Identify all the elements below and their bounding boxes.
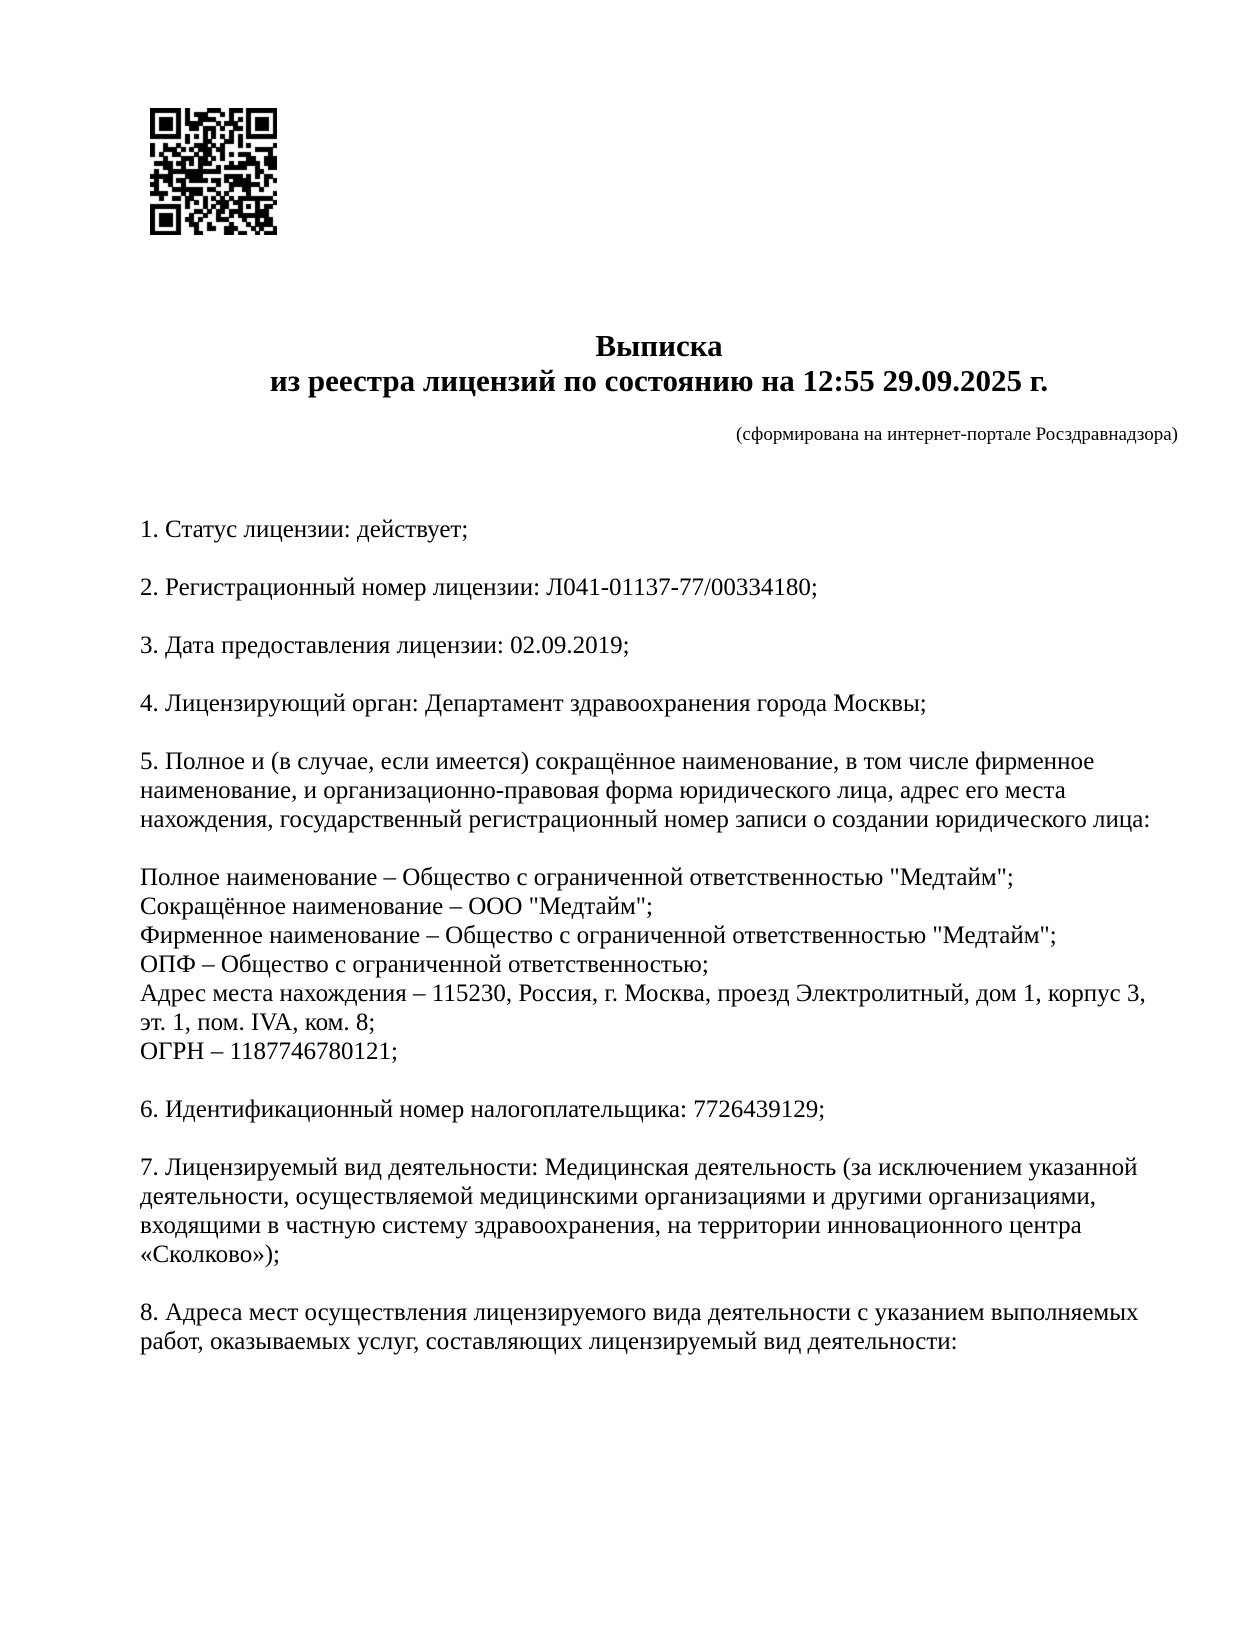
paragraph-line: нахождения, государственный регистрационный номер записи о создании юридического лица: bbox=[140, 806, 1151, 833]
paragraph-line: Сокращённое наименование – ООО "Медтайм"; bbox=[140, 893, 653, 920]
paragraph bbox=[140, 1153, 1178, 1269]
paragraph-line: эт. 1, пом. IVA, ком. 8; bbox=[140, 1009, 376, 1036]
paragraph-line: 6. Идентификационный номер налогоплательщика: 7726439129; bbox=[140, 1096, 826, 1123]
paragraph-line: 7. Лицензируемый вид деятельности: Медицинская деятельность (за исключением указанной bbox=[140, 1154, 1138, 1181]
paragraph-line: 3. Дата предоставления лицензии: 02.09.2019; bbox=[140, 632, 630, 659]
paragraph-line: Полное наименование – Общество с ограниченной ответственностью "Медтайм"; bbox=[140, 864, 1014, 891]
paragraph-line: 5. Полное и (в случае, если имеется) сокращённое наименование, в том числе фирменное bbox=[140, 748, 1095, 775]
paragraph-line: 4. Лицензирующий орган: Департамент здравоохранения города Москвы; bbox=[140, 690, 927, 717]
paragraph-line: «Сколково»); bbox=[140, 1241, 280, 1268]
paragraph-line: входящими в частную систему здравоохранения, на территории инновационного центра bbox=[140, 1212, 1082, 1239]
paragraph-line: 8. Адреса мест осуществления лицензируемого вида деятельности с указанием выполняемых bbox=[140, 1299, 1139, 1326]
paragraph bbox=[140, 689, 1178, 718]
paragraph bbox=[140, 863, 1178, 1066]
paragraph-line: Адрес места нахождения – 115230, Россия, г. Москва, проезд Электролитный, дом 1, корпус 3, bbox=[140, 980, 1146, 1007]
paragraph bbox=[140, 631, 1178, 660]
paragraph-line: 1. Статус лицензии: действует; bbox=[140, 516, 469, 543]
paragraph-line: ОПФ – Общество с ограниченной ответственностью; bbox=[140, 951, 709, 978]
page-title-line-2: из реестра лицензий по состоянию на 12:55 29.09.2025 г. bbox=[269, 363, 1049, 398]
page-title-line-1: Выписка bbox=[595, 328, 723, 363]
page-subtitle: (сформирована на интернет-портале Росздравнадзора) bbox=[736, 424, 1178, 445]
paragraph-line: Фирменное наименование – Общество с ограниченной ответственностью "Медтайм"; bbox=[140, 922, 1057, 949]
paragraph bbox=[140, 1095, 1178, 1124]
paragraph-line: наименование, и организационно-правовая форма юридического лица, адрес его места bbox=[140, 777, 1066, 804]
paragraph bbox=[140, 1298, 1178, 1356]
paragraph bbox=[140, 515, 1178, 544]
paragraph bbox=[140, 747, 1178, 834]
paragraph-line: ОГРН – 1187746780121; bbox=[140, 1038, 398, 1065]
document-body bbox=[140, 515, 1178, 1356]
paragraph-line: работ, оказываемых услуг, составляющих лицензируемый вид деятельности: bbox=[140, 1328, 958, 1355]
paragraph-line: деятельности, осуществляемой медицинскими организациями и другими организациями, bbox=[140, 1183, 1097, 1210]
page-title bbox=[140, 328, 1178, 398]
paragraph bbox=[140, 573, 1178, 602]
paragraph-line: 2. Регистрационный номер лицензии: Л041-01137-77/00334180; bbox=[140, 574, 818, 601]
document-content bbox=[140, 0, 1178, 1385]
